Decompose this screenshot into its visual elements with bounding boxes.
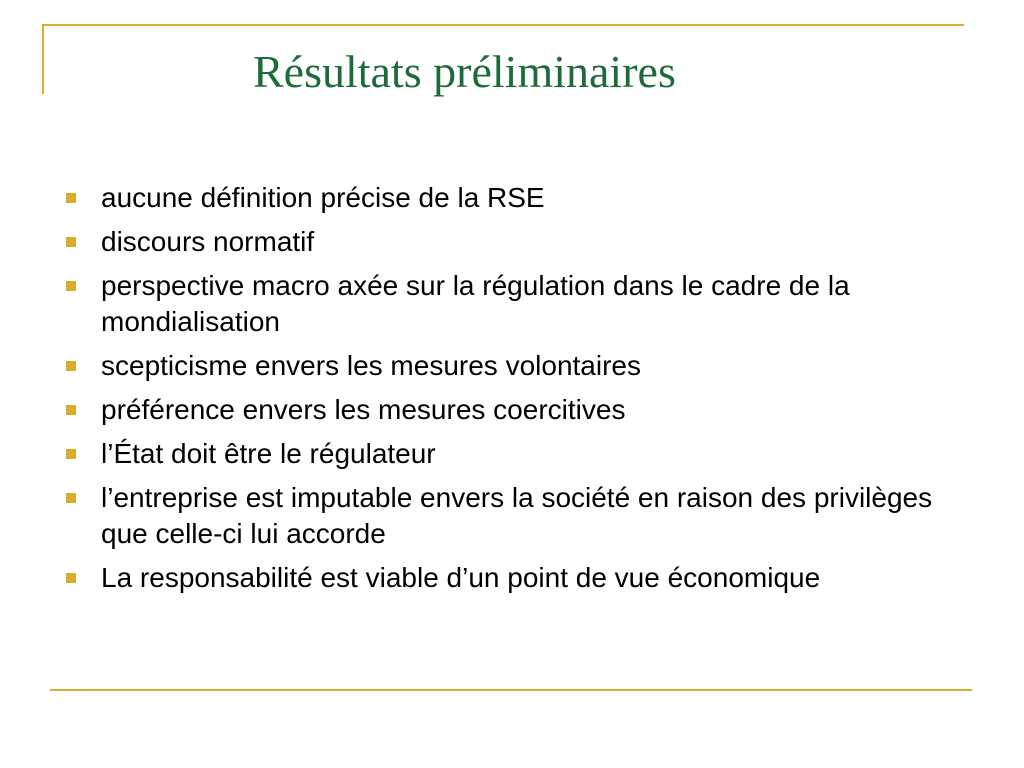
bullet-text: aucune définition précise de la RSE (101, 182, 545, 213)
bullet-text: scepticisme envers les mesures volontaires (101, 350, 641, 381)
frame-top-line (42, 24, 964, 26)
frame-left-line (42, 24, 44, 94)
bullet-item (66, 348, 976, 384)
square-bullet-icon (66, 573, 76, 583)
bullet-list (66, 180, 976, 604)
bullet-item (66, 436, 976, 472)
bullet-text: perspective macro axée sur la régulation dans le cadre de la mondialisation (101, 270, 850, 337)
bullet-text: l’entreprise est imputable envers la société en raison des privilèges que celle-ci lui accorde (101, 482, 933, 549)
square-bullet-icon (66, 493, 76, 503)
bullet-item (66, 392, 976, 428)
square-bullet-icon (66, 449, 76, 459)
bullet-item (66, 268, 976, 340)
square-bullet-icon (66, 281, 76, 291)
bullet-text: préférence envers les mesures coercitives (101, 394, 626, 425)
square-bullet-icon (66, 405, 76, 415)
bullet-text: l’État doit être le régulateur (101, 438, 436, 469)
bullet-item (66, 180, 976, 216)
square-bullet-icon (66, 193, 76, 203)
frame-bottom-line (50, 689, 972, 691)
square-bullet-icon (66, 237, 76, 247)
bullet-item (66, 480, 976, 552)
bullet-item (66, 560, 976, 596)
bullet-text: discours normatif (101, 226, 315, 257)
slide-title: Résultats préliminaires (253, 46, 676, 97)
bullet-text: La responsabilité est viable d’un point de vue économique (101, 562, 821, 593)
square-bullet-icon (66, 361, 76, 371)
bullet-item (66, 224, 976, 260)
